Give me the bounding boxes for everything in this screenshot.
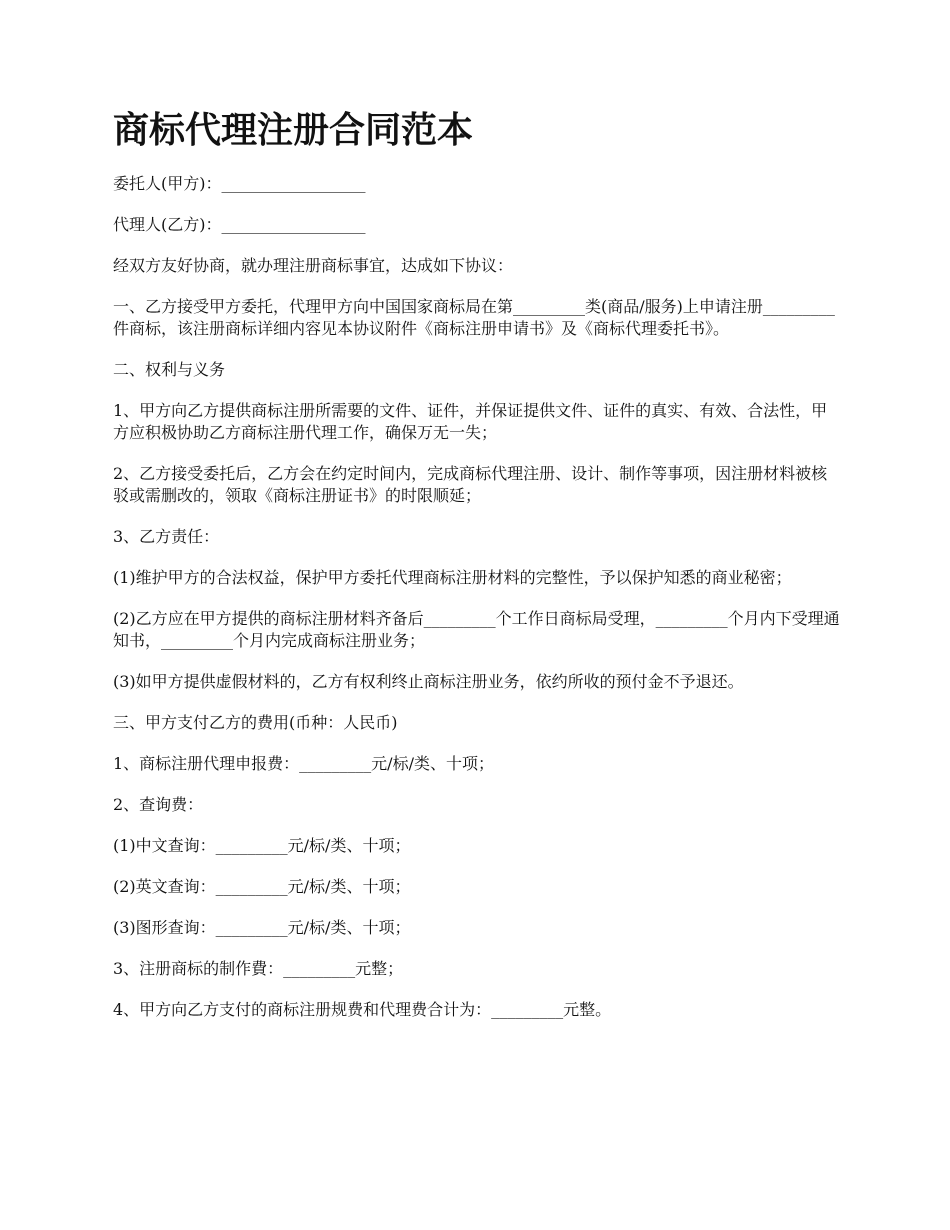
clause-one: 一、乙方接受甲方委托，代理甲方向中国国家商标局在第_________类(商品/服务)上申请注册_________件商标，该注册商标详细内容见本协议附件《商标注册申请书》及《商标代理委托书》。 [113, 297, 835, 338]
client-party-line: 委托人(甲方)：__________________ [113, 174, 366, 193]
document-title: 商标代理注册合同范本 [113, 109, 474, 151]
fee-item-2: 2、查询费： [113, 795, 204, 814]
responsibility-3: (3)如甲方提供虚假材料的，乙方有权利终止商标注册业务，依约所收的预付金不予退还。 [113, 672, 744, 691]
fee-query-chinese: (1)中文查询：_________元/标/类、十项； [113, 836, 411, 855]
fee-item-4: 4、甲方向乙方支付的商标注册规费和代理费合计为：_________元整。 [113, 1000, 612, 1019]
section-fees-heading: 三、甲方支付乙方的费用(币种：人民币) [113, 713, 398, 732]
document-page [113, 108, 843, 1040]
fee-query-graphic: (3)图形查询：_________元/标/类、十项； [113, 918, 411, 937]
rights-item-2: 2、乙方接受委托后，乙方会在约定时间内，完成商标代理注册、设计、制作等事项，因注册材料被核驳或需删改的，领取《商标注册证书》的时限顺延； [113, 464, 828, 505]
responsibility-2: (2)乙方应在甲方提供的商标注册材料齐备后_________个工作日商标局受理，_________个月内下受理通知书，_________个月内完成商标注册业务； [113, 609, 840, 650]
fee-item-3: 3、注册商标的制作費：_________元整； [113, 959, 404, 978]
agent-party-line: 代理人(乙方)：__________________ [113, 215, 366, 234]
responsibility-1: (1)维护甲方的合法权益，保护甲方委托代理商标注册材料的完整性，予以保护知悉的商业秘密； [113, 568, 792, 587]
fee-query-english: (2)英文查询：_________元/标/类、十项； [113, 877, 411, 896]
rights-item-1: 1、甲方向乙方提供商标注册所需要的文件、证件，并保证提供文件、证件的真实、有效、合法性，甲方应积极协助乙方商标注册代理工作，确保万无一失； [113, 401, 828, 442]
agreement-intro: 经双方友好协商，就办理注册商标事宜，达成如下协议： [113, 256, 514, 275]
fee-item-1: 1、商标注册代理申报费：_________元/标/类、十项； [113, 754, 494, 773]
rights-item-3: 3、乙方责任： [113, 527, 220, 546]
section-rights-heading: 二、权利与义务 [113, 360, 226, 379]
